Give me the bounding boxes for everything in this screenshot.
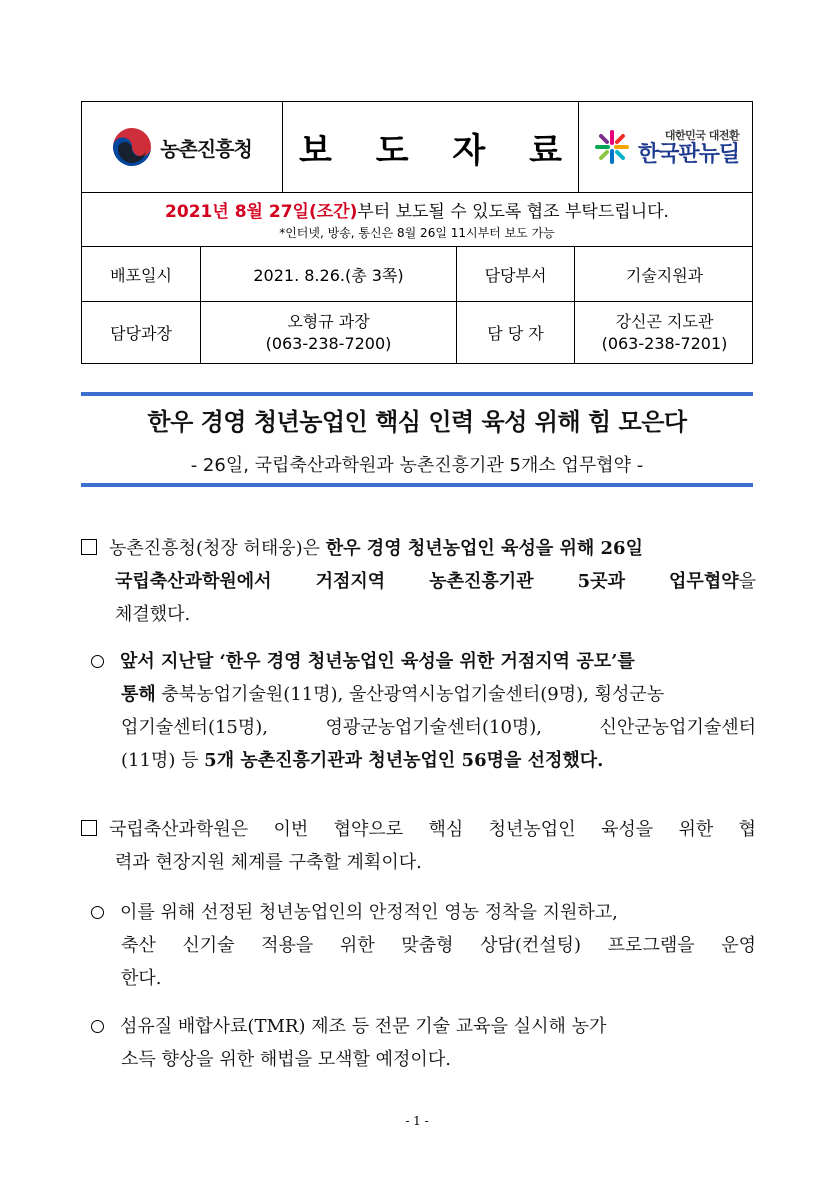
- distribution-date-value: 2021. 8.26.(총 3쪽): [200, 247, 456, 301]
- page-number: - 1 -: [405, 1114, 429, 1128]
- department-value: 기술지원과: [574, 247, 754, 301]
- staff-label: 담 당 자: [456, 302, 574, 363]
- headline-main: 한우 경영 청년농업인 핵심 인력 육성 위해 힘 모은다: [147, 408, 687, 436]
- contact-row: [82, 302, 752, 363]
- header-logo-row: [82, 102, 752, 193]
- paragraph-line: 소득 향상을 위한 해법을 모색할 예정이다.: [121, 1049, 451, 1070]
- new-deal-slogan: 대한민국 대전환: [664, 129, 740, 143]
- chief-phone: (063-238-7200): [265, 333, 392, 353]
- embargo-date: 2021년 8월 27일(조간): [165, 202, 358, 222]
- circle-bullet-icon: [91, 1020, 104, 1033]
- headline-bottom-rule: [81, 483, 753, 487]
- circle-bullet-icon: [91, 655, 104, 668]
- embargo-online-note: *인터넷, 방송, 통신은 8월 26일 11시부터 보도 가능: [279, 226, 555, 240]
- chief-label: 담당과장: [110, 324, 172, 343]
- chief-name: 오형규 과장: [287, 311, 370, 331]
- paragraph-4: [81, 896, 756, 995]
- headline-sub: - 26일, 국립축산과학원과 농촌진흥기관 5개소 업무협약 -: [190, 455, 644, 476]
- new-deal-logo: [578, 102, 754, 192]
- staff-name: 강신곤 지도관: [615, 311, 714, 331]
- embargo-row: [82, 193, 752, 247]
- paragraph-5: [81, 1010, 756, 1076]
- paragraph-line: 앞서 지난달 ‘한우 경영 청년농업인 육성을 위한 거점지역 공모’를: [81, 645, 756, 678]
- checkbox-bullet-icon: [81, 539, 97, 555]
- paragraph-line: 국립축산과학원은 이번 협약으로 핵심 청년농업인 육성을 위한 협: [81, 813, 756, 846]
- distribution-row: [82, 247, 752, 302]
- paragraph-line: 이를 위해 선정된 청년농업인의 안정적인 영농 정착을 지원하고,: [81, 896, 756, 929]
- paragraph-2: [81, 645, 756, 777]
- circle-bullet-icon: [91, 906, 104, 919]
- department-label: 담당부서: [456, 247, 574, 301]
- press-release-title-cell: [282, 102, 578, 192]
- embargo-text: 부터 보도될 수 있도록 협조 부탁드립니다.: [357, 202, 669, 222]
- taegeuk-emblem-icon: [112, 127, 152, 167]
- agency-logo: [82, 102, 282, 192]
- paragraph-line: 국립축산과학원에서 거점지역 농촌진흥기관 5곳과 업무협약을: [115, 571, 756, 592]
- staff-phone: (063-238-7201): [601, 333, 728, 353]
- paragraph-line: 농촌진흥청(청장 허태웅)은 한우 경영 청년농업인 육성을 위해 26일: [81, 532, 756, 565]
- checkbox-bullet-icon: [81, 820, 97, 836]
- press-release-title: 보 도 자 료: [299, 130, 578, 171]
- paragraph-line: 력과 현장지원 체계를 구축할 계획이다.: [115, 852, 422, 873]
- paragraph-line: (11명) 등 5개 농촌진흥기관과 청년농업인 56명을 선정했다.: [121, 750, 604, 771]
- paragraph-line: 섬유질 배합사료(TMR) 제조 등 전문 기술 교육을 실시해 농가: [81, 1010, 756, 1043]
- paragraph-line: 통해 충북농업기술원(11명), 울산광역시농업기술센터(9명), 횡성군농: [121, 684, 665, 705]
- paragraph-line: 축산 신기술 적용을 위한 맞춤형 상담(컨설팅) 프로그램을 운영: [121, 935, 756, 956]
- headline-top-rule: [81, 392, 753, 396]
- new-deal-text: [638, 127, 739, 166]
- new-deal-name: 한국판뉴딜: [637, 142, 740, 168]
- embargo-notice: [82, 197, 752, 222]
- press-header-table: [81, 101, 753, 364]
- paragraph-3: [81, 813, 756, 879]
- paragraph-1: [81, 532, 756, 631]
- distribution-date-label: 배포일시: [110, 265, 172, 285]
- paragraph-line: 한다.: [121, 968, 162, 989]
- paragraph-line: 업기술센터(15명), 영광군농업기술센터(10명), 신안군농업기술센터: [121, 717, 756, 738]
- chief-contact: [200, 302, 456, 363]
- new-deal-star-icon: [594, 129, 630, 165]
- staff-contact: [574, 302, 754, 363]
- paragraph-line: 체결했다.: [115, 604, 191, 625]
- agency-name: 농촌진흥청: [160, 136, 252, 161]
